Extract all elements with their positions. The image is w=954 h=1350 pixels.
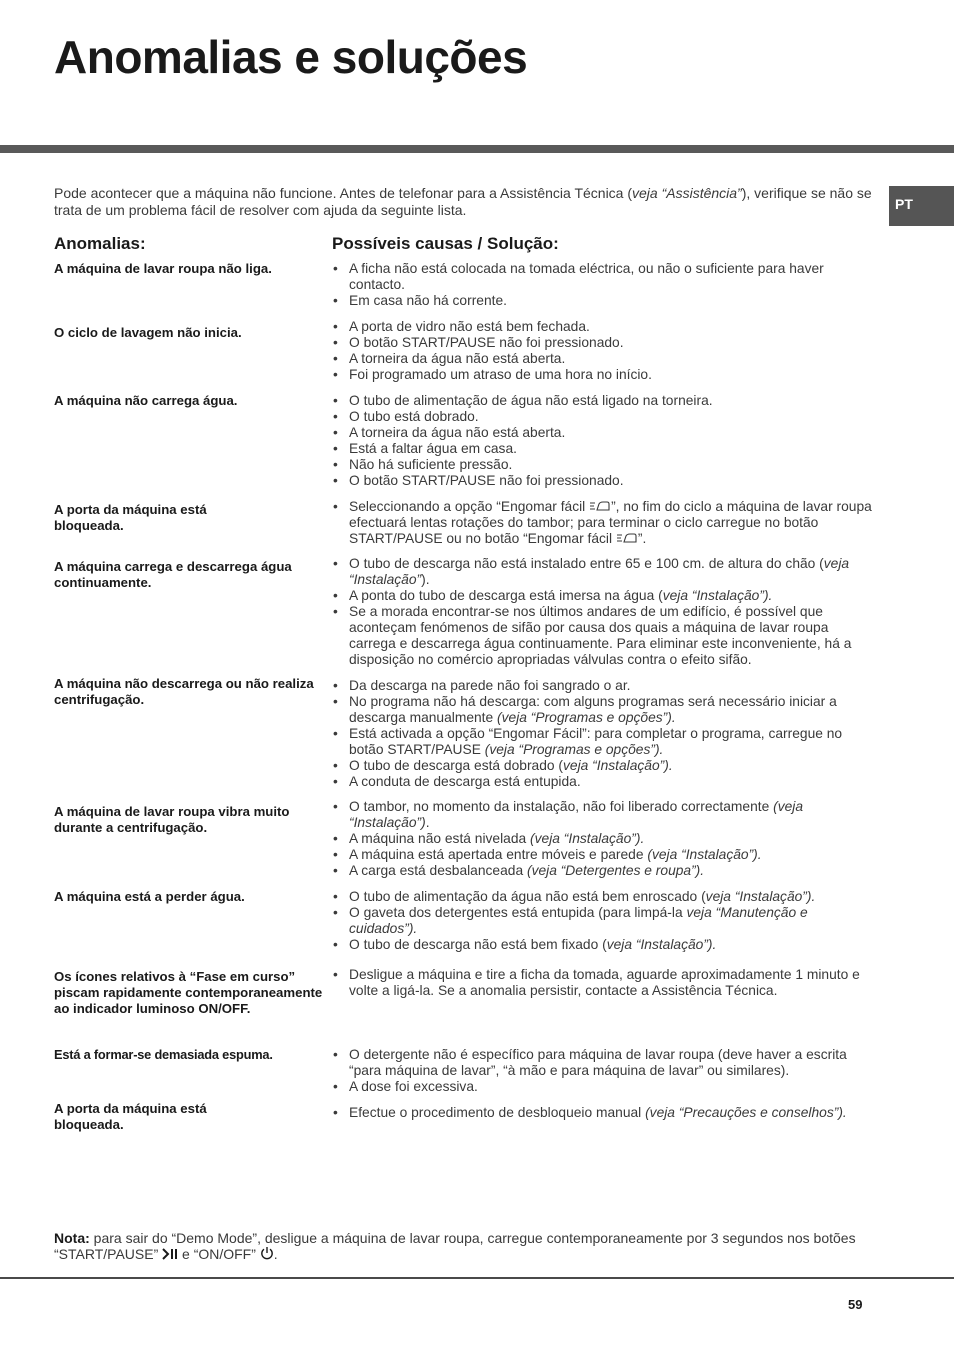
solution-list <box>332 556 874 668</box>
solution-item: • A máquina não está nivelada (veja “Instalação”). <box>332 831 874 847</box>
anomalies-header: Anomalias: <box>54 234 146 253</box>
solution-item: • A ficha não está colocada na tomada eléctrica, ou não o suficiente para haver contacto. <box>332 261 874 293</box>
solution-item: • A porta de vidro não está bem fechada. <box>332 319 874 335</box>
solution-item: • Se a morada encontrar-se nos últimos andares de um edifício, é possível que aconteçam fenómenos de sifão por causa dos quais a máquina de lavar roupa carrega e descarrega água continuamente. Para eliminar este inconveniente, há a disposição no comércio apropriadas válvulas contra o efeito sifão. <box>332 604 874 668</box>
demo-mode-note: Nota: para sair do “Demo Mode”, desligue a máquina de lavar roupa, carregue contemporaneamente por 3 segundos nos botões “START/PAUSE” e “ON/OFF” . <box>54 1230 856 1262</box>
solution-item: • A dose foi excessiva. <box>332 1079 874 1095</box>
anomaly-problem: A máquina de lavar roupa vibra muito durante a centrifugação. <box>54 804 290 835</box>
solution-item: • O tambor, no momento da instalação, não foi liberado correctamente (veja “Instalação”). <box>332 799 874 831</box>
solution-list <box>332 319 874 383</box>
solution-item: • A carga está desbalanceada (veja “Detergentes e roupa”). <box>332 863 874 879</box>
page-number: 59 <box>848 1297 863 1312</box>
solution-item: • Foi programado um atraso de uma hora no início. <box>332 367 874 383</box>
anomaly-problem: A porta da máquina está bloqueada. <box>54 1101 207 1132</box>
language-tab: PT <box>889 186 954 226</box>
solution-item: • Está a faltar água em casa. <box>332 441 874 457</box>
header-divider <box>0 145 954 153</box>
solution-item: • O botão START/PAUSE não foi pressionado. <box>332 335 874 351</box>
solution-list <box>332 499 874 547</box>
intro-paragraph: Pode acontecer que a máquina não funcione. Antes de telefonar para a Assistência Técnica (veja “Assistência”), verifique se não se trata de um problema fácil de resolver com ajuda da seguinte lista. <box>54 185 872 218</box>
solution-item: • A torneira da água não está aberta. <box>332 351 874 367</box>
solution-item: • Em casa não há corrente. <box>332 293 874 309</box>
solution-item: • Da descarga na parede não foi sangrado o ar. <box>332 678 874 694</box>
solution-list <box>332 967 874 999</box>
solution-item: • O tubo de alimentação da água não está bem enroscado (veja “Instalação”). <box>332 889 874 905</box>
power-icon <box>260 1246 274 1260</box>
anomaly-problem: A máquina de lavar roupa não liga. <box>54 261 272 276</box>
note-label: Nota: <box>54 1230 90 1246</box>
page-title: Anomalias e soluções <box>54 31 528 83</box>
anomaly-problem: Está a formar-se demasiada espuma. <box>54 1047 273 1062</box>
solution-item: • Não há suficiente pressão. <box>332 457 874 473</box>
solution-list <box>332 889 874 953</box>
solution-item: • Está activada a opção “Engomar Fácil”: para completar o programa, carregue no botão START/PAUSE (veja “Programas e opções”). <box>332 726 874 758</box>
intro-reference: veja “Assistência” <box>632 185 742 201</box>
footer-divider <box>0 1277 954 1279</box>
solution-item: • A ponta do tubo de descarga está imersa na água (veja “Instalação”). <box>332 588 874 604</box>
solution-item: • O detergente não é específico para máquina de lavar roupa (deve haver a escrita “para máquina de lavar”, “à mão e para máquina de lavar” ou similares). <box>332 1047 874 1079</box>
solution-list <box>332 393 874 489</box>
solution-item: • O tubo de descarga está dobrado (veja “Instalação”). <box>332 758 874 774</box>
solution-list <box>332 799 874 879</box>
solution-item: • Desligue a máquina e tire a ficha da tomada, aguarde aproximadamente 1 minuto e volte a ligá-la. Se a anomalia persistir, contacte a Assistência Técnica. <box>332 967 874 999</box>
anomaly-problem: Os ícones relativos à “Fase em curso” piscam rapidamente contemporaneamente ao indicador luminoso ON/OFF. <box>54 969 323 1016</box>
solution-item: • O tubo de descarga não está instalado entre 65 e 100 cm. de altura do chão (veja “Instalação”). <box>332 556 874 588</box>
anomaly-problem: A máquina não carrega água. <box>54 393 238 408</box>
easy-iron-icon <box>616 532 638 544</box>
solution-item: • A máquina está apertada entre móveis e parede (veja “Instalação”). <box>332 847 874 863</box>
anomaly-problem: O ciclo de lavagem não inicia. <box>54 325 242 340</box>
start-pause-icon <box>162 1248 178 1260</box>
solution-item: • O tubo de descarga não está bem fixado (veja “Instalação”). <box>332 937 874 953</box>
solution-item: • No programa não há descarga: com alguns programas será necessário iniciar a descarga manualmente (veja “Programas e opções”). <box>332 694 874 726</box>
solution-list <box>332 1105 874 1121</box>
solution-item: • Efectue o procedimento de desbloqueio manual (veja “Precauções e conselhos”). <box>332 1105 874 1121</box>
solution-item: • A torneira da água não está aberta. <box>332 425 874 441</box>
solution-item: • O botão START/PAUSE não foi pressionado. <box>332 473 874 489</box>
solution-item: • O gaveta dos detergentes está entupida (para limpá-la veja “Manutenção e cuidados”). <box>332 905 874 937</box>
solution-item: • A conduta de descarga está entupida. <box>332 774 874 790</box>
anomaly-problem: A máquina não descarrega ou não realiza centrifugação. <box>54 676 314 707</box>
solution-item: • O tubo está dobrado. <box>332 409 874 425</box>
solution-item: • O tubo de alimentação de água não está ligado na torneira. <box>332 393 874 409</box>
solution-item: • Seleccionando a opção “Engomar fácil ”, no fim do ciclo a máquina de lavar roupa efectuará lentas rotações do tambor; para terminar o ciclo carregue no botão START/PAUSE ou no botão “Engomar fácil ”. <box>332 499 874 547</box>
anomaly-problem: A porta da máquina está bloqueada. <box>54 502 207 533</box>
easy-iron-icon <box>589 500 611 512</box>
causes-header: Possíveis causas / Solução: <box>332 234 559 253</box>
anomaly-problem: A máquina está a perder água. <box>54 889 245 904</box>
solution-list <box>332 678 874 790</box>
solution-list <box>332 261 874 309</box>
solution-list <box>332 1047 874 1095</box>
anomaly-problem: A máquina carrega e descarrega água continuamente. <box>54 559 292 590</box>
